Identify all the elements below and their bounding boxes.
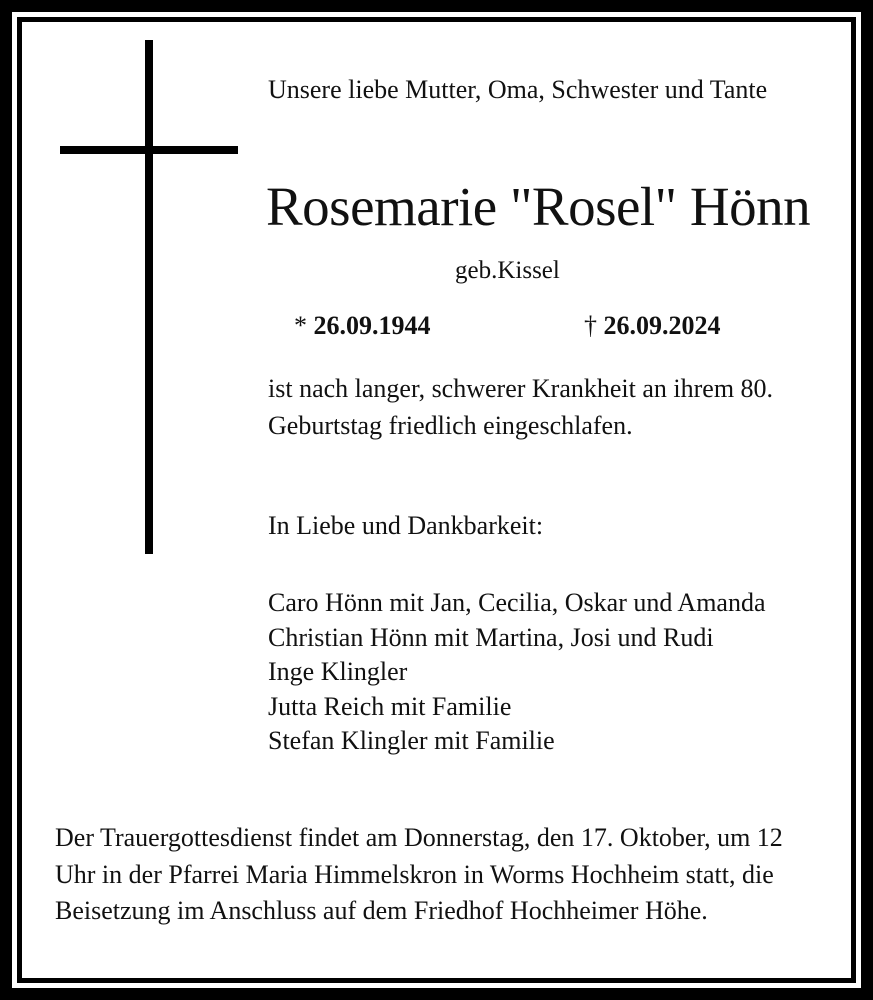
birth-date: [294, 310, 431, 342]
service-info: Der Trauergottesdienst findet am Donnerstag, den 17. Oktober, um 12 Uhr in der Pfarrei Maria Himmelskron in Worms Hochheim statt, die Beisetzung im Anschluss auf dem Friedhof Hochheimer Höhe.: [55, 823, 783, 925]
death-message: ist nach langer, schwerer Krankheit an ihrem 80. Geburtstag friedlich eingeschlafen.: [268, 374, 774, 440]
intro-text: Unsere liebe Mutter, Oma, Schwester und Tante: [268, 75, 768, 104]
mourner-item: Stefan Klingler mit Familie: [268, 726, 555, 755]
death-date: [584, 310, 721, 342]
mourner-item: Christian Hönn mit Martina, Josi und Rudi: [268, 622, 714, 652]
cross-vertical-bar: [145, 40, 153, 554]
deceased-name: Rosemarie "Rosel" Hönn: [266, 176, 811, 237]
mourner-item: Inge Klingler: [268, 657, 408, 686]
death-dagger-icon: †: [584, 311, 597, 340]
thanks-heading: In Liebe und Dankbarkeit:: [268, 511, 544, 540]
birth-star-icon: *: [294, 311, 307, 340]
birth-date-value: 26.09.1944: [313, 311, 431, 340]
mourners-list: [268, 586, 766, 759]
maiden-name: geb.Kissel: [455, 257, 560, 284]
death-date-value: 26.09.2024: [603, 311, 721, 340]
mourner-item: Caro Hönn mit Jan, Cecilia, Oskar und Amanda: [268, 588, 766, 617]
cross-horizontal-bar: [60, 146, 238, 154]
mourner-item: Jutta Reich mit Familie: [268, 691, 512, 721]
